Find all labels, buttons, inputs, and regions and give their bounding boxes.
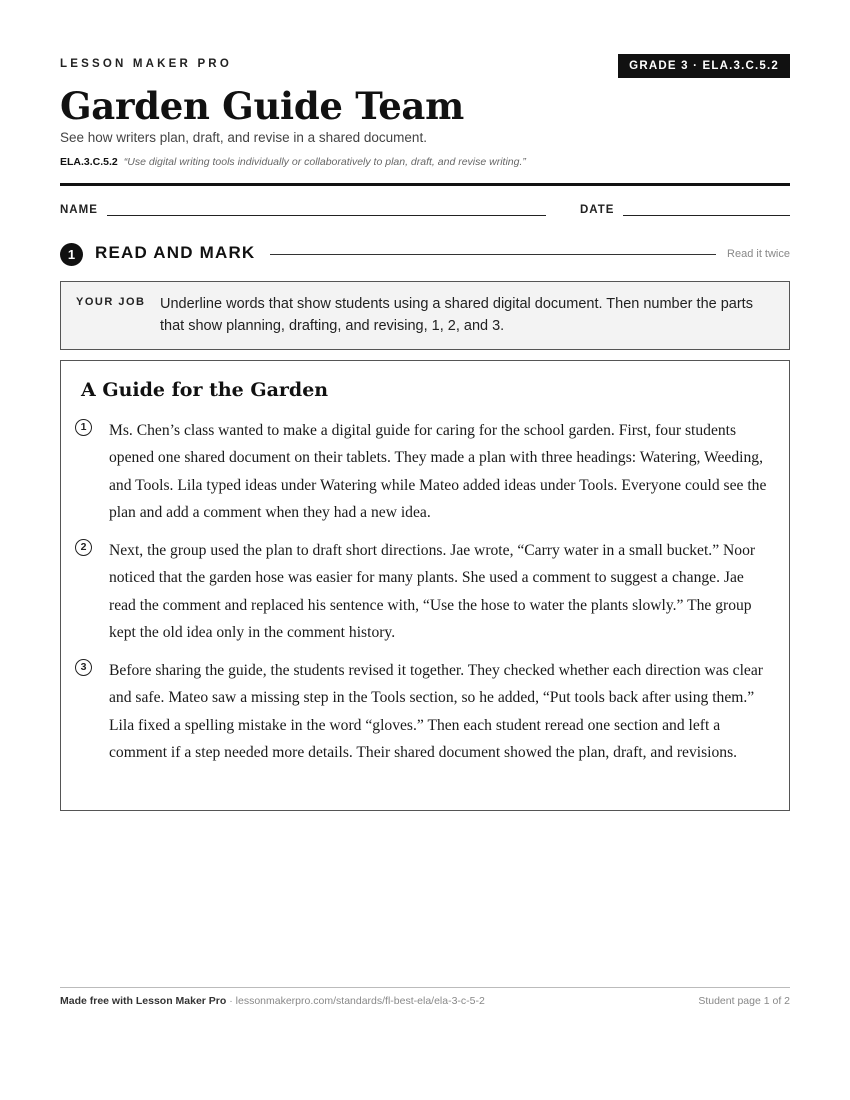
worksheet-page: [60, 0, 790, 1100]
brand-name: LESSON MAKER PRO: [60, 58, 232, 70]
job-instructions-box: [60, 281, 790, 350]
job-text: Underline words that show students using a shared digital document. Then number the parts that show planning, drafting, and revising, 1, 2, and 3.: [160, 296, 753, 334]
footer-url-link[interactable]: lessonmakerpro.com/standards/fl-best-ela/ela-3-c-5-2: [235, 995, 485, 1007]
standard-code: ELA.3.C.5.2: [60, 156, 118, 168]
name-label: NAME: [60, 204, 98, 216]
passage-title: A Guide for the Garden: [81, 379, 329, 401]
footer-divider: [60, 987, 790, 988]
date-label: DATE: [580, 204, 615, 216]
standard-line: [60, 156, 526, 168]
page-subtitle: See how writers plan, draft, and revise in a shared document.: [60, 130, 427, 145]
footer-made-with: Made free with Lesson Maker Pro: [60, 995, 227, 1007]
header-divider: [60, 183, 790, 186]
paragraph-number: 3: [75, 659, 92, 676]
reading-passage: [60, 360, 790, 811]
paragraph-text: Ms. Chen’s class wanted to make a digital guide for caring for the school garden. First, four students opened one shared document on their tablets. They made a plan with three headings: Watering, Weeding, and Tools. Lila typed ideas under Watering while Mateo added ideas under Tools. Everyone could see the plan and add a comment when they had a new idea.: [109, 422, 767, 521]
name-field[interactable]: [107, 215, 546, 216]
footer-page-number: Student page 1 of 2: [698, 995, 790, 1007]
paragraph-number: 1: [75, 419, 92, 436]
job-label: YOUR JOB: [76, 296, 146, 308]
paragraph-text: Next, the group used the plan to draft short directions. Jae wrote, “Carry water in a small bucket.” Noor noticed that the garden hose was easier for many plants. She used a comment to suggest a change. Jae read the comment and replaced his sentence with, “Use the hose to water the plants slowly.” The group kept the old idea only in the comment history.: [109, 542, 756, 641]
grade-standard-badge: GRADE 3 · ELA.3.C.5.2: [618, 54, 790, 78]
date-field[interactable]: [623, 215, 790, 216]
page-title: Garden Guide Team: [60, 84, 464, 128]
section-title: READ AND MARK: [95, 243, 256, 262]
paragraph-text: Before sharing the guide, the students revised it together. They checked whether each direction was clear and safe. Mateo saw a missing step in the Tools section, so he added, “Put tools back after using them.” Lila fixed a spelling mistake in the word “gloves.” Then each student reread one section and left a comment if a step needed more details. Their shared document showed the plan, draft, and revisions.: [109, 662, 763, 761]
standard-text: “Use digital writing tools individually or collaboratively to plan, draft, and revise writing.”: [123, 156, 526, 168]
section-divider: [270, 254, 716, 255]
section-number-badge: 1: [60, 243, 83, 266]
section-note: Read it twice: [727, 248, 790, 260]
footer-credit: [60, 995, 485, 1007]
paragraph-number: 2: [75, 539, 92, 556]
footer-separator: ·: [226, 995, 236, 1007]
